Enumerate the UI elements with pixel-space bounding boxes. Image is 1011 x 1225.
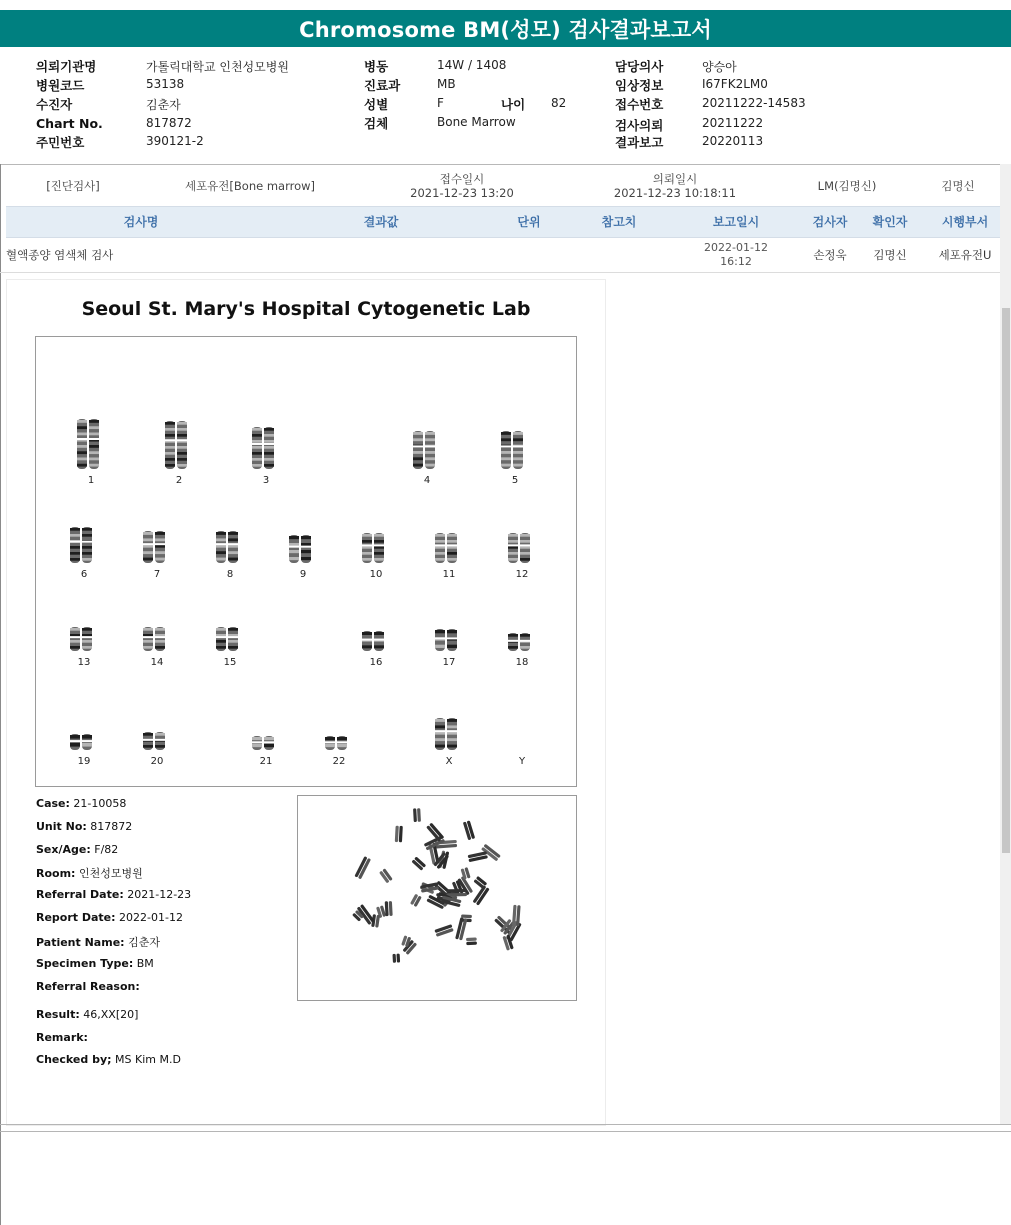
result-report-label: 결과보고 (615, 135, 664, 150)
footer-divider (0, 1124, 1011, 1125)
chromosome-pair-X (434, 718, 464, 750)
header-divider (0, 164, 1011, 165)
report-date-cell: 2022-01-12 (704, 241, 768, 254)
specimen-type-field: Specimen Type: BM (36, 957, 154, 970)
chromosome-pair-6 (69, 527, 99, 563)
checked-by-field: Checked by; MS Kim M.D (36, 1053, 181, 1066)
chromosome-pair-16 (361, 631, 391, 651)
chromosome-label-13: 13 (77, 657, 91, 668)
chromosome-label-7: 7 (153, 569, 161, 580)
lm-text: LM(김명신) (817, 179, 877, 193)
patient-label: 수진자 (36, 97, 73, 112)
chromosome-label-9: 9 (299, 569, 307, 580)
specimen-value: Bone Marrow (437, 115, 516, 129)
chromosome-pair-15 (215, 627, 245, 651)
chromosome-label-20: 20 (150, 756, 164, 767)
chromosome-pair-21 (251, 736, 281, 750)
chromosome-label-Y: Y (518, 756, 526, 767)
chromosome-pair-11 (434, 533, 464, 563)
doctor-label: 담당의사 (615, 59, 664, 74)
chromosome-pair-17 (434, 629, 464, 651)
test-name-cell: 혈액종양 염색체 검사 (6, 248, 114, 262)
chromosome-pair-14 (142, 627, 172, 651)
resident-no-value: 390121-2 (146, 134, 204, 148)
chromosome-pair-19 (69, 734, 99, 750)
chromosome-label-2: 2 (175, 475, 183, 486)
chromosome-pair-18 (507, 633, 537, 651)
chromosome-label-22: 22 (332, 756, 346, 767)
chromosome-label-14: 14 (150, 657, 164, 668)
report-banner (0, 10, 1011, 47)
chromosome-pair-20 (142, 732, 172, 750)
chromosome-label-X: X (445, 756, 453, 767)
chromosome-pair-7 (142, 531, 172, 563)
metaphase-spread (298, 796, 576, 1000)
chromosome-pair-5 (500, 431, 530, 469)
dept-cell: 세포유전U (938, 248, 992, 262)
department-text: 세포유전[Bone marrow] (184, 179, 316, 193)
requested-label: 의뢰일시 (652, 172, 698, 186)
sex-label: 성별 (364, 97, 389, 112)
col-result: 결과값 (363, 215, 399, 229)
chromosome-label-21: 21 (259, 756, 273, 767)
report-date-field: Report Date: 2022-01-12 (36, 911, 183, 924)
metaphase-box (297, 795, 577, 1001)
resident-no-label: 주민번호 (36, 135, 85, 150)
patient-value: 김춘자 (146, 98, 181, 112)
col-unit: 단위 (517, 215, 541, 229)
specimen-label: 검체 (364, 116, 389, 131)
clinical-info-label: 임상정보 (615, 78, 664, 93)
chromosome-pair-22 (324, 736, 354, 750)
request-date-label: 검사의뢰 (615, 118, 664, 133)
meta-doctor: 김명신 (941, 179, 975, 193)
unit-no-field: Unit No: 817872 (36, 820, 133, 833)
banner-title: Chromosome BM(성모) 검사결과보고서 (299, 17, 712, 42)
col-report-date: 보고일시 (712, 215, 760, 229)
row-divider (0, 272, 1000, 273)
chromosome-pair-1 (76, 419, 106, 469)
chromosome-label-17: 17 (442, 657, 456, 668)
doctor-value: 양승아 (702, 60, 737, 74)
chromosome-label-3: 3 (262, 475, 270, 486)
hospital-code-value: 53138 (146, 77, 185, 91)
chromosome-label-12: 12 (515, 569, 529, 580)
col-tester: 검사자 (812, 215, 848, 229)
col-dept: 시행부서 (941, 215, 989, 229)
col-confirmer: 확인자 (872, 215, 908, 229)
case-field: Case: 21-10058 (36, 797, 127, 810)
footer-divider-2 (0, 1131, 1011, 1132)
chart-no-value: 817872 (146, 116, 192, 130)
scrollbar-thumb[interactable] (1002, 308, 1010, 853)
referral-date-field: Referral Date: 2021-12-23 (36, 888, 192, 901)
chromosome-label-19: 19 (77, 756, 91, 767)
room-field: Room: 인천성모병원 (36, 867, 143, 880)
chromosome-pair-9 (288, 535, 318, 563)
hospital-code-label: 병원코드 (36, 78, 85, 93)
clinical-info-value: I67FK2LM0 (702, 77, 768, 91)
sex-age-field: Sex/Age: F/82 (36, 843, 119, 856)
referral-reason-field: Referral Reason: (36, 980, 140, 993)
col-test-name: 검사명 (123, 215, 159, 229)
tester-cell: 손정욱 (813, 248, 847, 262)
chromosome-label-16: 16 (369, 657, 383, 668)
remark-field: Remark: (36, 1031, 88, 1044)
chromosome-label-1: 1 (87, 475, 95, 486)
chromosome-label-4: 4 (423, 475, 431, 486)
sex-value: F (437, 96, 444, 110)
received-label: 접수일시 (439, 172, 485, 186)
received-value: 2021-12-23 13:20 (410, 186, 514, 200)
chromosome-label-18: 18 (515, 657, 529, 668)
chromosome-pair-10 (361, 533, 391, 563)
age-value: 82 (551, 96, 567, 110)
dept-value: MB (437, 77, 456, 91)
ward-value: 14W / 1408 (437, 58, 507, 72)
patient-name-field: Patient Name: 김춘자 (36, 936, 160, 949)
chromosome-pair-4 (412, 431, 442, 469)
accession-label: 접수번호 (615, 97, 664, 112)
col-reference: 참고치 (601, 215, 637, 229)
ward-label: 병동 (364, 59, 389, 74)
chromosome-pair-3 (251, 427, 281, 469)
chromosome-label-15: 15 (223, 657, 237, 668)
dept-label: 진료과 (364, 78, 401, 93)
accession-value: 20211222-14583 (702, 96, 806, 110)
chart-no-label: Chart No. (36, 116, 103, 131)
hospital-label: 의뢰기관명 (36, 59, 97, 74)
confirmer-cell: 김명신 (873, 248, 907, 262)
chromosome-label-5: 5 (511, 475, 519, 486)
results-table-header (6, 206, 1000, 238)
chromosome-label-6: 6 (80, 569, 88, 580)
request-date-value: 20211222 (702, 116, 764, 130)
chromosome-label-8: 8 (226, 569, 234, 580)
age-label: 나이 (501, 97, 526, 112)
report-title: Seoul St. Mary's Hospital Cytogenetic Lab (81, 298, 531, 320)
chromosome-pair-8 (215, 531, 245, 563)
hospital-value: 가톨릭대학교 인천성모병원 (146, 60, 289, 74)
result-field: Result: 46,XX[20] (36, 1008, 139, 1021)
report-time-cell: 16:12 (720, 255, 752, 268)
requested-value: 2021-12-23 10:18:11 (613, 186, 737, 200)
chromosome-pair-13 (69, 627, 99, 651)
category-text: [진단검사] (46, 179, 100, 193)
chromosome-pair-12 (507, 533, 537, 563)
chromosome-label-10: 10 (369, 569, 383, 580)
left-border (0, 164, 1, 1225)
result-report-value: 20220113 (702, 134, 764, 148)
chromosome-pair-2 (164, 421, 194, 469)
chromosome-label-11: 11 (442, 569, 456, 580)
